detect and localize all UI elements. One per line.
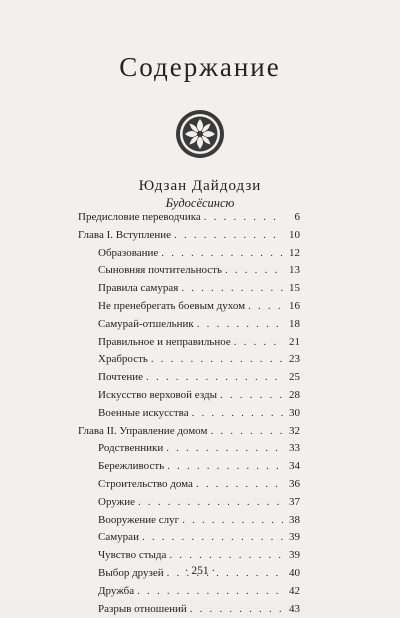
toc-entry-label: Самурай-отшельник (98, 317, 194, 330)
toc-entry-label: Глава II. Управление домом (78, 424, 208, 437)
toc-entry-page: 28 (289, 388, 300, 401)
toc-entry-page: 25 (289, 371, 300, 384)
toc-entry-label: Оружие (98, 495, 136, 508)
toc-entry-label: Дружба (98, 584, 135, 597)
toc-leader-dots (137, 583, 283, 601)
toc-entry (78, 440, 300, 458)
toc-leader-dots (151, 351, 283, 369)
toc-entry (78, 494, 300, 512)
toc-entry-label: Чувство стыда (98, 549, 167, 562)
toc-entry-page: 12 (289, 246, 300, 259)
toc-entry-label: Искусство верховой езды (98, 388, 217, 401)
toc-leader-dots (174, 227, 283, 245)
toc-entry-label: Вооружение слуг (98, 513, 180, 526)
toc-entry-label: Бережливость (98, 460, 165, 473)
toc-entry-page: 38 (289, 513, 300, 526)
toc-entry (78, 298, 300, 316)
toc-entry-page: 33 (289, 442, 300, 455)
toc-leader-dots (166, 440, 283, 458)
toc-leader-dots (234, 334, 283, 352)
toc-leader-dots (225, 262, 283, 280)
toc-entry-label: Строительство дома (98, 477, 193, 490)
toc-leader-dots (210, 423, 283, 441)
toc-entry-page: 42 (289, 584, 300, 597)
toc-entry-page: 13 (289, 264, 300, 277)
toc-entry-page: 15 (289, 282, 300, 295)
toc-entry-label: Сыновняя почтительность (98, 264, 222, 277)
toc-leader-dots (142, 529, 283, 547)
toc-entry-label: Правильное и неправильное (98, 335, 231, 348)
toc-entry-label: Почтение (98, 371, 144, 384)
toc-entry-page: 39 (289, 531, 300, 544)
toc-entry-page: 16 (289, 299, 300, 312)
toc-entry (78, 262, 300, 280)
toc-entry (78, 209, 300, 227)
toc-entry-page: 36 (289, 477, 300, 490)
toc-entry (78, 369, 300, 387)
toc-entry-label: Глава I. Вступление (78, 228, 172, 241)
toc-entry (78, 280, 300, 298)
book-title: Будосёсинсю (165, 196, 235, 210)
mon-crest-icon (174, 108, 226, 160)
toc-leader-dots (197, 316, 283, 334)
toc-entry-page: 40 (289, 566, 300, 579)
table-of-contents (78, 209, 300, 618)
toc-leader-dots (146, 369, 283, 387)
toc-leader-dots (167, 458, 283, 476)
toc-entry-page: 43 (289, 602, 300, 615)
toc-entry-page: 18 (289, 317, 300, 330)
toc-entry-label: Разрыв отношений (98, 602, 187, 615)
toc-entry (78, 476, 300, 494)
toc-entry-page: 21 (289, 335, 300, 348)
toc-leader-dots (190, 601, 283, 618)
toc-entry-page: 34 (289, 460, 300, 473)
page-title: Содержание (119, 52, 281, 82)
toc-entry (78, 512, 300, 530)
toc-entry-page: 37 (289, 495, 300, 508)
toc-leader-dots (196, 476, 283, 494)
toc-leader-dots (248, 298, 283, 316)
author-name: Юдзан Дайдодзи (138, 178, 262, 194)
toc-entry (78, 458, 300, 476)
toc-entry (78, 601, 300, 618)
toc-entry (78, 351, 300, 369)
toc-entry (78, 227, 300, 245)
toc-entry-label: Военные искусства (98, 406, 189, 419)
toc-entry-label: Храбрость (98, 353, 148, 366)
toc-entry (78, 387, 300, 405)
toc-entry (78, 405, 300, 423)
toc-entry (78, 423, 300, 441)
toc-entry-page: 39 (289, 549, 300, 562)
toc-leader-dots (138, 494, 283, 512)
toc-leader-dots (182, 512, 283, 530)
toc-entry-label: Предисловие переводчика (78, 211, 201, 223)
toc-entry (78, 334, 300, 352)
toc-entry-page: 30 (289, 406, 300, 419)
toc-leader-dots (161, 245, 283, 263)
toc-entry (78, 583, 300, 601)
toc-leader-dots (192, 405, 283, 423)
toc-leader-dots (220, 387, 283, 405)
toc-entry-label: Не пренебрегать боевым духом (98, 299, 246, 312)
toc-entry (78, 547, 300, 565)
toc-leader-dots (169, 547, 283, 565)
toc-entry-page: 10 (289, 228, 300, 241)
toc-entry (78, 529, 300, 547)
toc-entry (78, 316, 300, 334)
toc-entry-page: 23 (289, 353, 300, 366)
toc-entry (78, 245, 300, 263)
toc-entry-page: 6 (294, 211, 300, 223)
page-number: · 251 · (184, 565, 216, 577)
toc-leader-dots (204, 209, 283, 227)
toc-leader-dots (181, 280, 283, 298)
toc-entry-label: Образование (98, 246, 159, 259)
toc-entry-label: Родственники (98, 442, 164, 455)
toc-entry-label: Выбор друзей (98, 566, 164, 579)
toc-entry-label: Правила самурая (98, 282, 179, 295)
toc-entry-page: 32 (289, 424, 300, 437)
toc-entry-label: Самураи (98, 531, 139, 544)
